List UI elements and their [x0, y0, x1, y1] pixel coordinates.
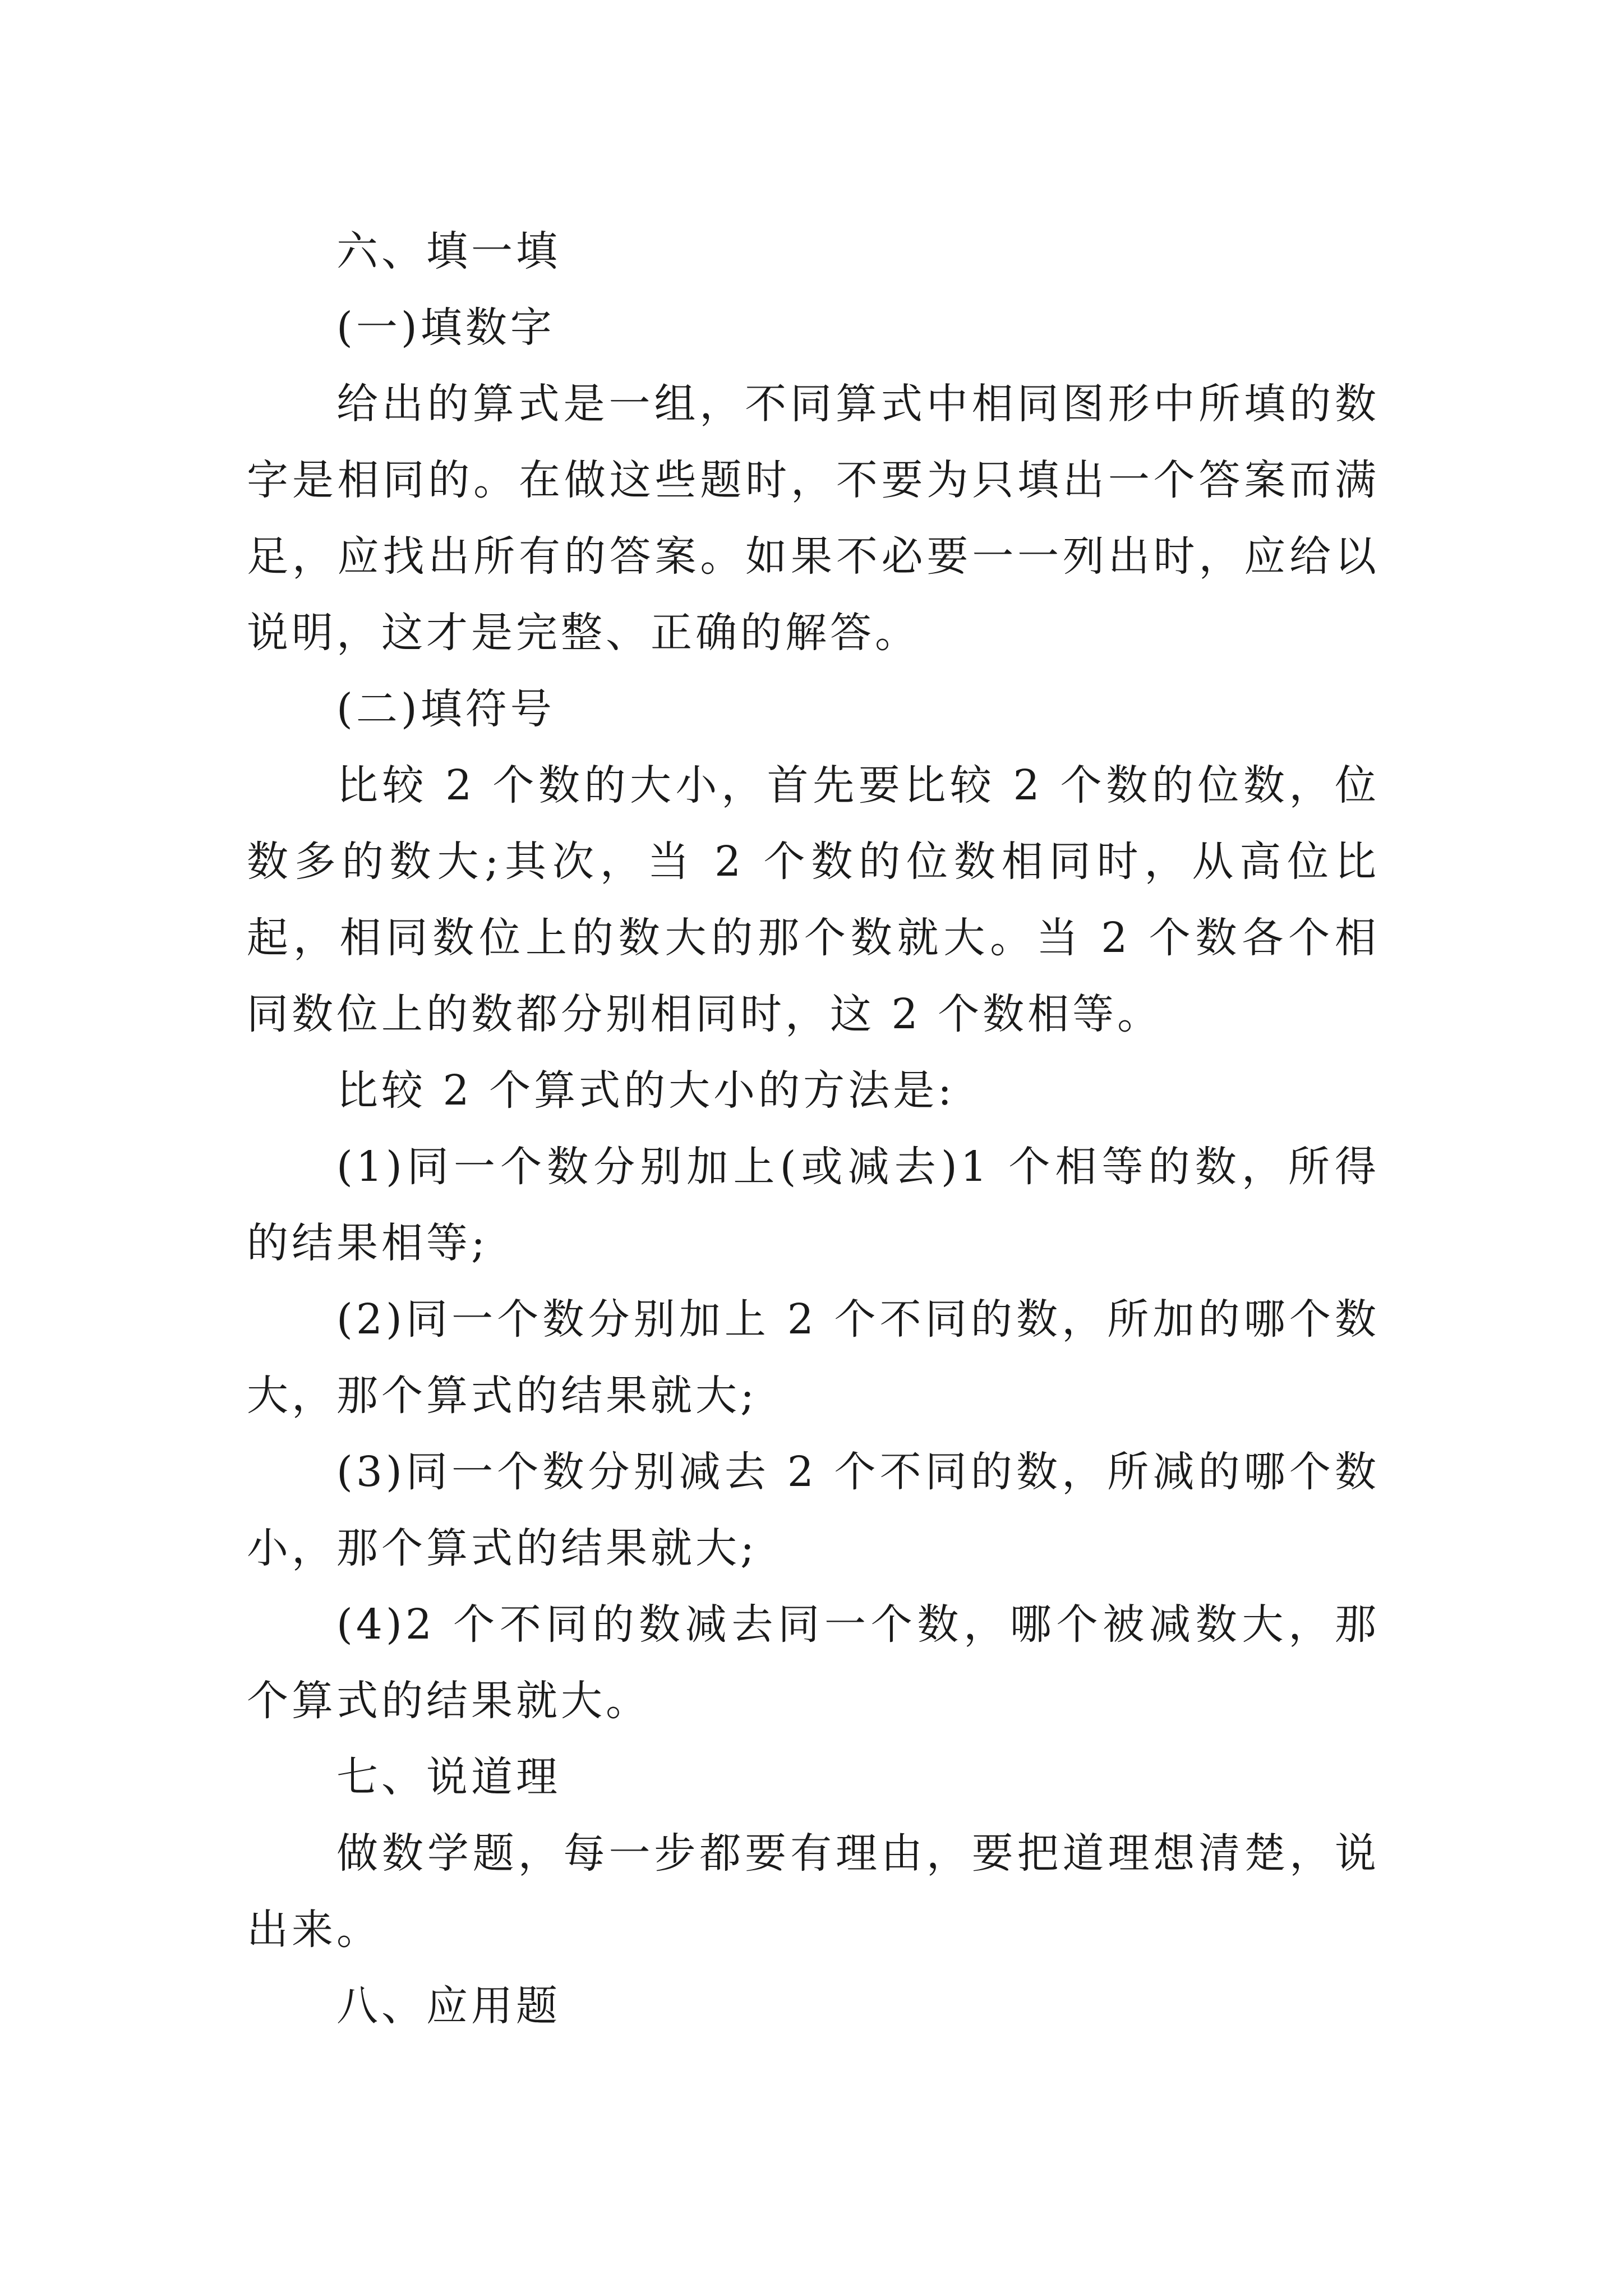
- section-heading-reasoning: 七、说道理: [336, 1753, 561, 1801]
- section-heading-fill-in: 六、填一填: [336, 227, 561, 275]
- subheading-fill-symbols: (二)填符号: [336, 685, 555, 733]
- section-heading-word-problems: 八、应用题: [336, 1982, 561, 2030]
- paragraph: 做数学题，每一步都要有理由，要把道理想清楚，说出来。: [247, 1829, 1380, 1954]
- list-item: (1)同一个数分别加上(或减去)1 个相等的数，所得的结果相等;: [247, 1143, 1380, 1267]
- subheading-fill-numbers: (一)填数字: [336, 303, 555, 352]
- list-item: (2)同一个数分别加上 2 个不同的数，所加的哪个数大，那个算式的结果就大;: [247, 1295, 1380, 1420]
- paragraph: 比较 2 个数的大小，首先要比较 2 个数的位数，位数多的数大;其次，当 2 个数的位数相同时，从高位比起，相同数位上的数大的那个数就大。当 2 个数各个相同数位上的数都分别相同时，这 2 个数相等。: [247, 761, 1380, 1038]
- list-item: (4)2 个不同的数减去同一个数，哪个被减数大，那个算式的结果就大。: [247, 1600, 1380, 1725]
- document-body: [247, 213, 1380, 2044]
- list-item: (3)同一个数分别减去 2 个不同的数，所减的哪个数小，那个算式的结果就大;: [247, 1448, 1380, 1572]
- paragraph: 比较 2 个算式的大小的方法是:: [336, 1066, 956, 1115]
- paragraph: 给出的算式是一组，不同算式中相同图形中所填的数字是相同的。在做这些题时，不要为只填出一个答案而满足，应找出所有的答案。如果不必要一一列出时，应给以说明，这才是完整、正确的解答。: [247, 380, 1380, 657]
